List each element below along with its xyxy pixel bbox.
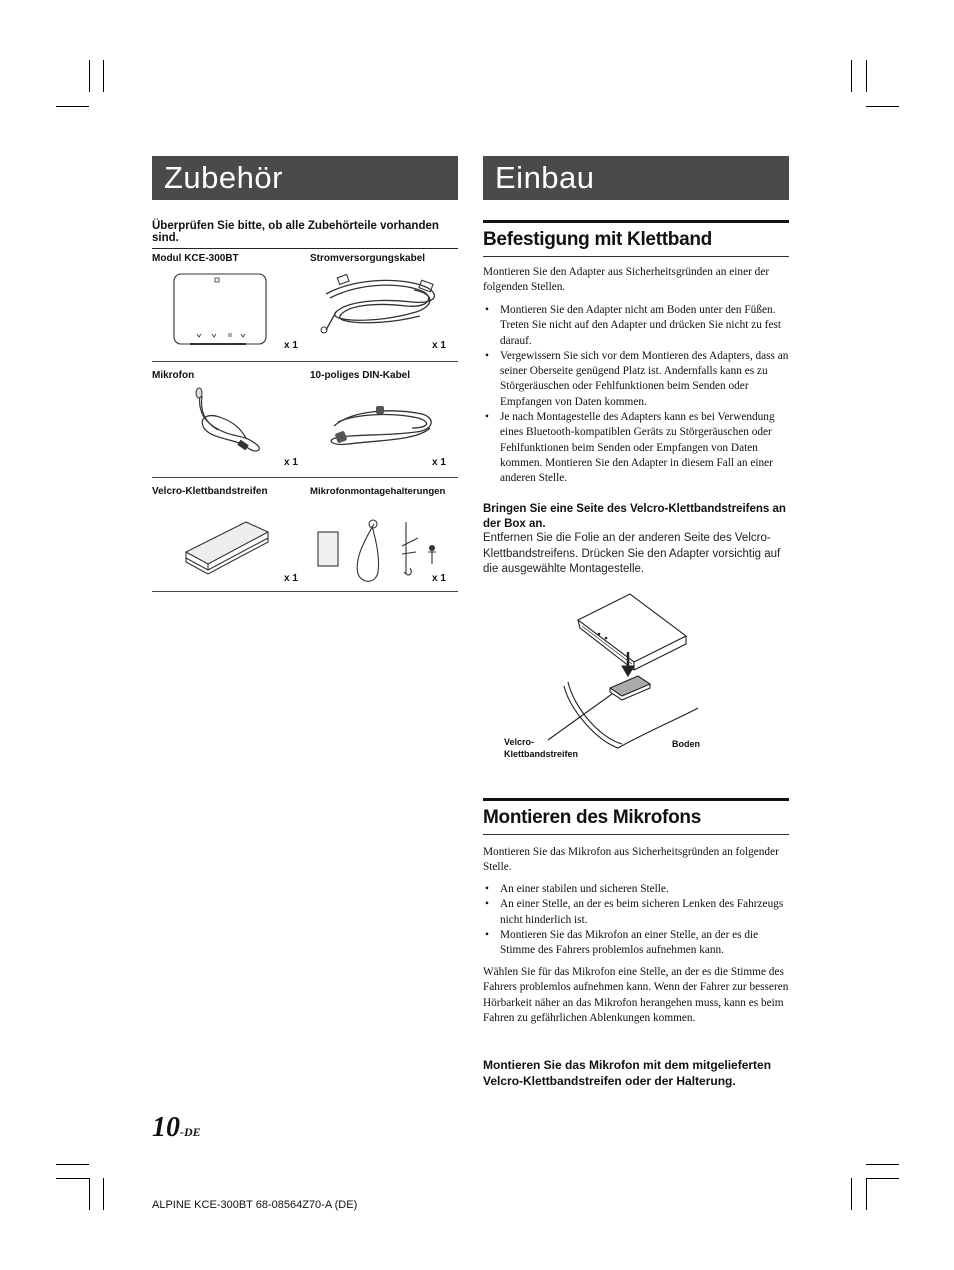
crop-mark [89, 1178, 90, 1210]
crop-mark [56, 1164, 89, 1165]
item-label-mic-mounts: Mikrofonmontagehalterungen [310, 486, 446, 497]
velcro-bullet-list [483, 303, 789, 487]
velcro-step-heading: Bringen Sie eine Seite des Velcro-Klettbandstreifens an der Box an. [483, 503, 786, 530]
din-cable-illustration [322, 402, 442, 452]
item-qty-module: x 1 [284, 340, 298, 351]
page-number: 10-DE [152, 1112, 201, 1143]
module-illustration [170, 270, 270, 350]
subsection-heading-microphone: Montieren des Mikrofons [483, 798, 789, 835]
item-label-din-cable: 10-poliges DIN-Kabel [310, 370, 411, 381]
velcro-intro: Montieren Sie den Adapter aus Sicherheitsgründen an einer der folgenden Stellen. [483, 266, 770, 294]
list-item: • Montieren Sie das Mikrofon an einer Stelle, an der es die Stimme des Fahrers problemlos aufnehmen kann. [483, 928, 789, 959]
figure-label-floor: Boden [672, 739, 700, 749]
crop-mark [866, 106, 899, 107]
item-qty-mic-mounts: x 1 [432, 573, 446, 584]
microphone-bullet-list [483, 882, 789, 958]
list-item: • Je nach Montagestelle des Adapters kann es bei Verwendung eines Bluetooth-kompatiblen Geräts zu Störgeräuschen oder Fehlfunktionen beim Senden oder Empfangen von Daten kommen. Montieren Sie den Adapter in diesem Fall an einer anderen Stelle. [483, 410, 789, 486]
crop-mark [851, 60, 852, 92]
crop-mark [866, 1178, 867, 1210]
item-label-module: Modul KCE-300BT [152, 253, 239, 264]
figure-label-velcro: Velcro- [504, 737, 535, 747]
power-cable-illustration [316, 272, 446, 337]
item-qty-velcro: x 1 [284, 573, 298, 584]
list-item: • Vergewissern Sie sich vor dem Montieren des Adapters, dass an seiner Oberseite genügend Platz ist. Andernfalls kann es zu Störgeräuschen oder Fehlfunktionen beim Senden oder Empfangen von Daten kommen. [483, 349, 789, 410]
mic-mounts-illustration [314, 518, 444, 588]
microphone-paragraph: Wählen Sie für das Mikrofon eine Stelle, an der es die Stimme des Fahrers problemlos aufnehmen kann. Wenn der Fahrer zur besseren Hörbarkeit näher an das Mikrofon herangehen muss, kann es beim Fahren zu gefährlichen Ablenkungen kommen. [483, 966, 789, 1024]
item-qty-power-cable: x 1 [432, 340, 446, 351]
velcro-step-text: Entfernen Sie die Folie an der anderen Seite des Velcro-Klettbandstreifens. Drücken Sie den Adapter vorsichtig auf die ausgewählte Montagestelle. [483, 532, 781, 575]
velcro-strip-illustration [184, 520, 270, 575]
list-item: • An einer stabilen und sicheren Stelle. [483, 882, 789, 897]
list-item: • Montieren Sie den Adapter nicht am Boden unter den Füßen. Treten Sie nicht auf den Adapter und drücken Sie nicht zu fest darauf. [483, 303, 789, 349]
item-label-velcro: Velcro-Klettbandstreifen [152, 486, 268, 497]
crop-mark [866, 60, 867, 92]
subsection-heading-velcro: Befestigung mit Klettband [483, 220, 789, 257]
list-item: • An einer Stelle, an der es beim sicheren Lenken des Fahrzeugs nicht hinderlich ist. [483, 897, 789, 928]
item-label-power-cable: Stromversorgungskabel [310, 253, 426, 264]
installation-figure [500, 590, 720, 760]
microphone-illustration [186, 388, 276, 458]
crop-mark [103, 1178, 104, 1210]
item-label-microphone: Mikrofon [152, 370, 195, 381]
section-title-installation: Einbau [483, 156, 789, 200]
figure-label-velcro-2: Klettbandstreifen [504, 749, 579, 759]
microphone-intro: Montieren Sie das Mikrofon aus Sicherheitsgründen an folgender Stelle. [483, 846, 779, 874]
crop-mark [866, 1164, 899, 1165]
crop-mark [103, 60, 104, 92]
footer-text: ALPINE KCE-300BT 68-08564Z70-A (DE) [152, 1199, 358, 1211]
item-qty-microphone: x 1 [284, 457, 298, 468]
crop-mark [89, 60, 90, 92]
crop-mark [851, 1178, 852, 1210]
crop-mark [56, 1178, 89, 1179]
divider [152, 591, 458, 592]
divider [152, 477, 458, 478]
section-title-accessories: Zubehör [152, 156, 458, 200]
crop-mark [866, 1178, 899, 1179]
accessories-intro: Überprüfen Sie bitte, ob alle Zubehörteile vorhanden sind. [152, 220, 458, 249]
divider [152, 361, 458, 362]
crop-mark [56, 106, 89, 107]
item-qty-din-cable: x 1 [432, 457, 446, 468]
microphone-step-heading: Montieren Sie das Mikrofon mit dem mitgelieferten Velcro-Klettbandstreifen oder der Halterung. [483, 1058, 772, 1088]
